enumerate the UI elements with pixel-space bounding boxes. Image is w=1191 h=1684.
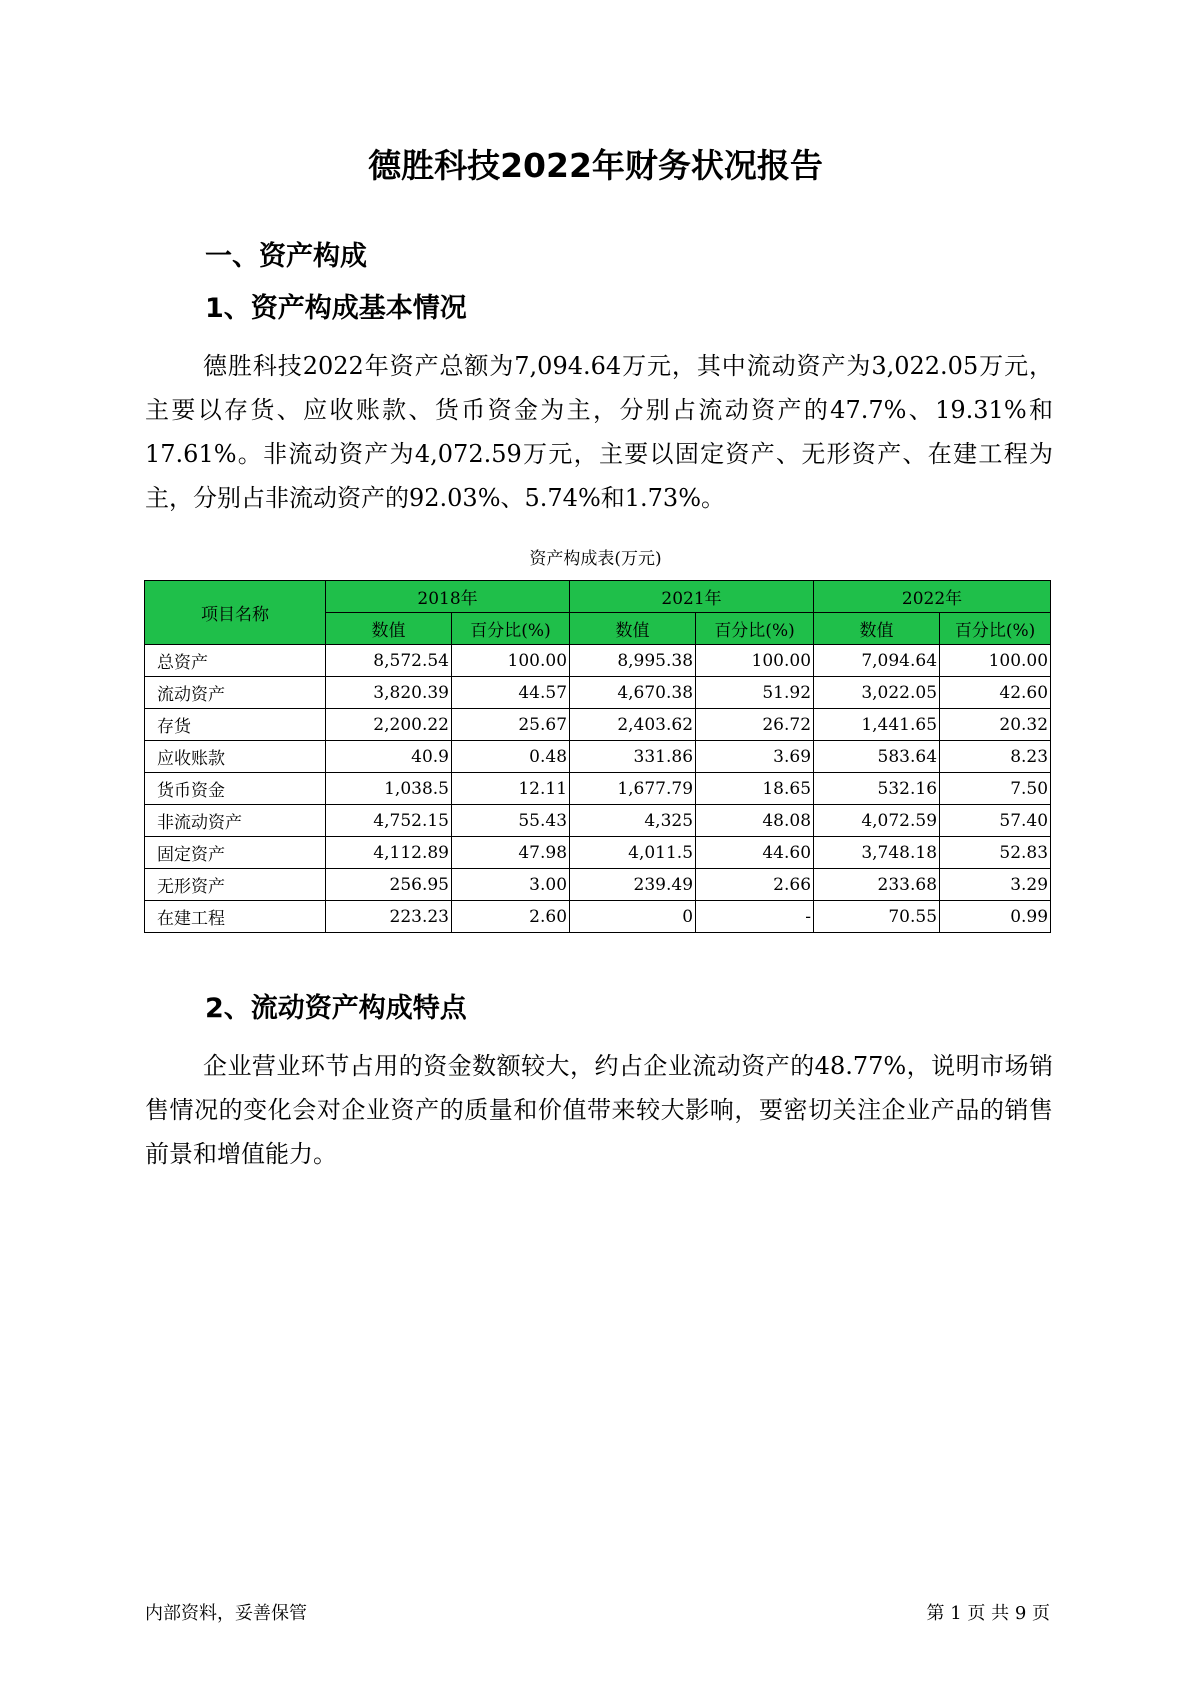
footer-confidential-note: 内部资料，妥善保管 bbox=[145, 1603, 307, 1624]
cell-percent: 3.29 bbox=[940, 869, 1051, 901]
table-caption: 资产构成表(万元) bbox=[529, 549, 662, 569]
percent-header: 百分比(%) bbox=[696, 613, 814, 645]
row-name: 存货 bbox=[145, 709, 326, 741]
table-row bbox=[145, 837, 1051, 869]
year-header-2021: 2021年 bbox=[570, 581, 814, 613]
cell-value: 239.49 bbox=[570, 869, 696, 901]
cell-value: 4,670.38 bbox=[570, 677, 696, 709]
cell-percent: 26.72 bbox=[696, 709, 814, 741]
cell-value: 4,072.59 bbox=[814, 805, 940, 837]
cell-value: 40.9 bbox=[326, 741, 452, 773]
cell-percent: 25.67 bbox=[452, 709, 570, 741]
cell-value: 4,011.5 bbox=[570, 837, 696, 869]
cell-value: 2,200.22 bbox=[326, 709, 452, 741]
cell-value: 2,403.62 bbox=[570, 709, 696, 741]
table-row bbox=[145, 741, 1051, 773]
row-name: 固定资产 bbox=[145, 837, 326, 869]
row-name: 非流动资产 bbox=[145, 805, 326, 837]
cell-percent: 0.48 bbox=[452, 741, 570, 773]
footer-page-number: 第 1 页 共 9 页 bbox=[926, 1603, 1050, 1624]
cell-value: 3,748.18 bbox=[814, 837, 940, 869]
cell-value: 331.86 bbox=[570, 741, 696, 773]
cell-percent: 7.50 bbox=[940, 773, 1051, 805]
cell-value: 1,677.79 bbox=[570, 773, 696, 805]
cell-percent: 42.60 bbox=[940, 677, 1051, 709]
cell-percent: 51.92 bbox=[696, 677, 814, 709]
table-row bbox=[145, 901, 1051, 933]
cell-percent: - bbox=[696, 901, 814, 933]
value-header: 数值 bbox=[814, 613, 940, 645]
cell-value: 223.23 bbox=[326, 901, 452, 933]
year-header-2018: 2018年 bbox=[326, 581, 570, 613]
row-name: 无形资产 bbox=[145, 869, 326, 901]
cell-value: 583.64 bbox=[814, 741, 940, 773]
table-row bbox=[145, 773, 1051, 805]
asset-composition-table bbox=[144, 580, 1051, 933]
table-row bbox=[145, 645, 1051, 677]
cell-value: 256.95 bbox=[326, 869, 452, 901]
cell-value: 233.68 bbox=[814, 869, 940, 901]
asset-summary-paragraph: 德胜科技2022年资产总额为7,094.64万元，其中流动资产为3,022.05万元，主要以存货、应收账款、货币资金为主，分别占流动资产的47.7%、19.31%和17.61%。非流动资产为4,072.59万元，主要以固定资产、无形资产、在建工程为主，分别占非流动资产的92.03%、5.74%和1.73%。 bbox=[145, 352, 1053, 512]
cell-percent: 48.08 bbox=[696, 805, 814, 837]
row-name: 货币资金 bbox=[145, 773, 326, 805]
table-header-row-years bbox=[145, 581, 1051, 613]
table-row bbox=[145, 709, 1051, 741]
cell-percent: 55.43 bbox=[452, 805, 570, 837]
value-header: 数值 bbox=[326, 613, 452, 645]
cell-percent: 100.00 bbox=[940, 645, 1051, 677]
percent-header: 百分比(%) bbox=[940, 613, 1051, 645]
cell-value: 0 bbox=[570, 901, 696, 933]
cell-value: 4,752.15 bbox=[326, 805, 452, 837]
cell-value: 532.16 bbox=[814, 773, 940, 805]
cell-percent: 3.00 bbox=[452, 869, 570, 901]
cell-percent: 44.60 bbox=[696, 837, 814, 869]
cell-percent: 8.23 bbox=[940, 741, 1051, 773]
cell-percent: 3.69 bbox=[696, 741, 814, 773]
table-row bbox=[145, 805, 1051, 837]
cell-value: 7,094.64 bbox=[814, 645, 940, 677]
cell-value: 70.55 bbox=[814, 901, 940, 933]
cell-value: 3,820.39 bbox=[326, 677, 452, 709]
subsection-heading-basic-situation: 1、资产构成基本情况 bbox=[205, 293, 467, 324]
cell-percent: 47.98 bbox=[452, 837, 570, 869]
current-assets-paragraph: 企业营业环节占用的资金数额较大，约占企业流动资产的48.77%，说明市场销售情况的变化会对企业资产的质量和价值带来较大影响，要密切关注企业产品的销售前景和增值能力。 bbox=[145, 1052, 1053, 1168]
table-row bbox=[145, 677, 1051, 709]
cell-percent: 2.66 bbox=[696, 869, 814, 901]
row-name: 在建工程 bbox=[145, 901, 326, 933]
document-title: 德胜科技2022年财务状况报告 bbox=[368, 146, 823, 185]
table-row bbox=[145, 869, 1051, 901]
cell-value: 1,441.65 bbox=[814, 709, 940, 741]
percent-header: 百分比(%) bbox=[452, 613, 570, 645]
cell-percent: 100.00 bbox=[696, 645, 814, 677]
cell-percent: 0.99 bbox=[940, 901, 1051, 933]
cell-percent: 18.65 bbox=[696, 773, 814, 805]
cell-percent: 100.00 bbox=[452, 645, 570, 677]
cell-percent: 57.40 bbox=[940, 805, 1051, 837]
cell-value: 8,572.54 bbox=[326, 645, 452, 677]
item-name-header: 项目名称 bbox=[145, 581, 326, 645]
row-name: 总资产 bbox=[145, 645, 326, 677]
cell-value: 4,112.89 bbox=[326, 837, 452, 869]
table-body bbox=[145, 645, 1051, 933]
cell-value: 1,038.5 bbox=[326, 773, 452, 805]
section-heading-asset-composition: 一、资产构成 bbox=[205, 241, 367, 272]
cell-percent: 2.60 bbox=[452, 901, 570, 933]
cell-percent: 52.83 bbox=[940, 837, 1051, 869]
cell-value: 4,325 bbox=[570, 805, 696, 837]
subsection-heading-current-assets: 2、流动资产构成特点 bbox=[205, 993, 467, 1024]
cell-percent: 12.11 bbox=[452, 773, 570, 805]
cell-percent: 44.57 bbox=[452, 677, 570, 709]
value-header: 数值 bbox=[570, 613, 696, 645]
cell-value: 3,022.05 bbox=[814, 677, 940, 709]
row-name: 流动资产 bbox=[145, 677, 326, 709]
cell-percent: 20.32 bbox=[940, 709, 1051, 741]
year-header-2022: 2022年 bbox=[814, 581, 1051, 613]
cell-value: 8,995.38 bbox=[570, 645, 696, 677]
row-name: 应收账款 bbox=[145, 741, 326, 773]
